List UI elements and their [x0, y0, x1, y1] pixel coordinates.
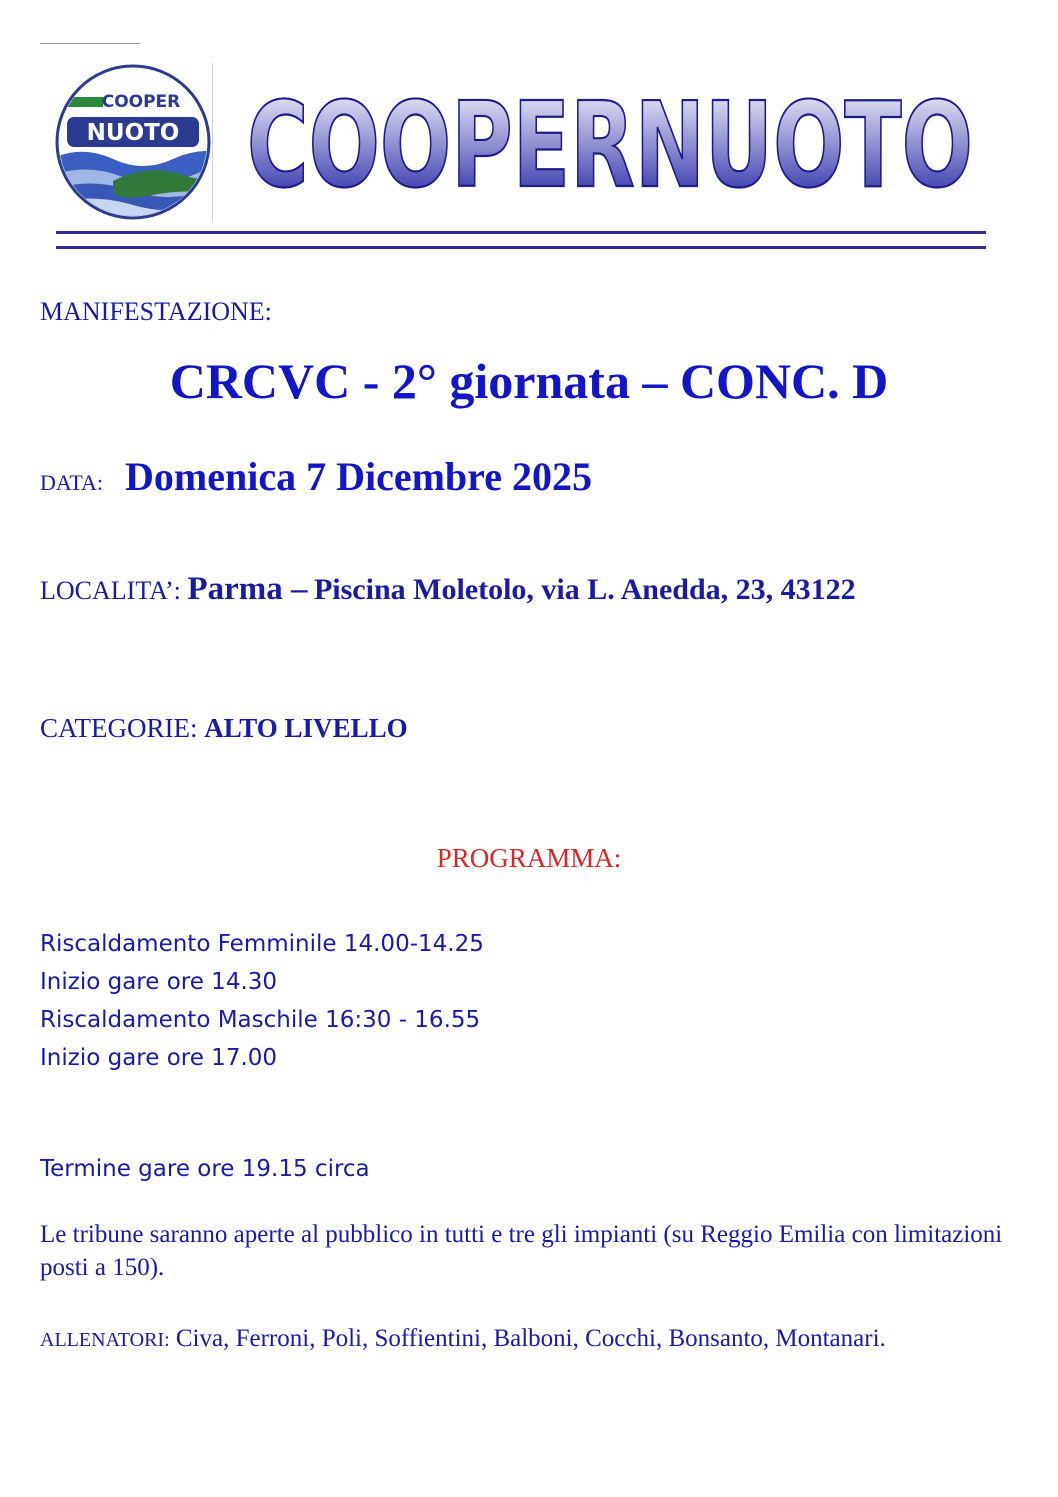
- manifestazione-label: MANIFESTAZIONE:: [40, 297, 272, 326]
- tribune-note: Le tribune saranno aperte al pubblico in tutti e tre gli impianti (su Reggio Emilia con limitazioni posti a 150).: [40, 1221, 1003, 1281]
- programma-heading: PROGRAMMA:: [436, 843, 622, 873]
- list-item: Inizio gare ore 14.30: [40, 969, 278, 995]
- event-title: CRCVC - 2° giornata – CONC. D: [169, 353, 889, 409]
- logo-text-cooper: COOPER: [101, 92, 181, 112]
- coaches-row: [40, 1322, 1025, 1357]
- coaches-label: ALLENATORI:: [40, 1329, 170, 1351]
- date-value: Domenica 7 Dicembre 2025: [125, 454, 592, 499]
- top-rule: [40, 43, 140, 44]
- category-label: CATEGORIE:: [40, 713, 198, 743]
- schedule-list: [40, 925, 484, 1077]
- coopernuoto-logo: [53, 63, 213, 221]
- location-city: Parma –: [187, 571, 308, 607]
- location-label: LOCALITA’:: [40, 576, 181, 605]
- header-divider-bottom: [56, 246, 986, 249]
- date-label: DATA:: [40, 470, 104, 495]
- logo-frame-line: [212, 63, 213, 221]
- list-item: Riscaldamento Femminile 14.00-14.25: [40, 931, 484, 957]
- date-row: [40, 453, 592, 500]
- logo-text-nuoto: NUOTO: [86, 120, 180, 146]
- header-divider-top: [56, 231, 986, 234]
- list-item: Riscaldamento Maschile 16:30 - 16.55: [40, 1007, 481, 1033]
- coopernuoto-banner: [242, 88, 978, 198]
- location-address: Piscina Moletolo, via L. Anedda, 23, 43122: [313, 573, 856, 606]
- banner-title: COOPERNUOTO: [247, 88, 973, 198]
- category-value: ALTO LIVELLO: [204, 713, 408, 743]
- coaches-names: Civa, Ferroni, Poli, Soffientini, Balboni, Cocchi, Bonsanto, Montanari.: [175, 1325, 886, 1352]
- category-row: [40, 713, 408, 744]
- end-time: Termine gare ore 19.15 circa: [40, 1156, 370, 1182]
- list-item: Inizio gare ore 17.00: [40, 1045, 278, 1071]
- location-row: [40, 570, 1030, 610]
